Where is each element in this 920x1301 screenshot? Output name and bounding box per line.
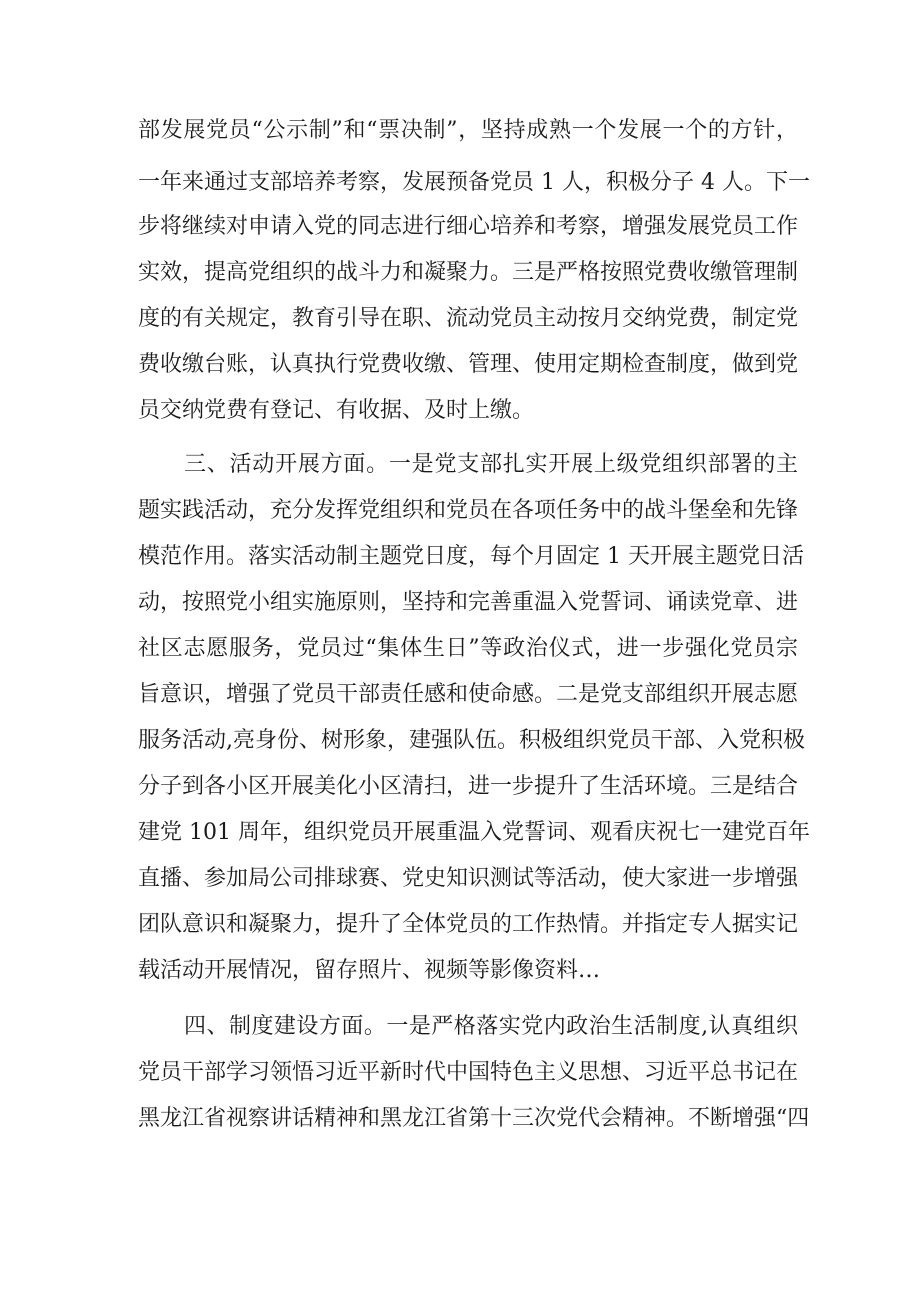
text-line: 建党 101 周年，组织党员开展重温入党誓词、观看庆祝七一建党百年 [138,820,810,845]
text-line: 旨意识，增强了党员干部责任感和使命感。二是党支部组织开展志愿 [138,682,799,707]
text-line: 党员干部学习领悟习近平新时代中国特色主义思想、习近平总书记在 [138,1060,799,1085]
section-heading-line: 三、活动开展方面。一是党支部扎实开展上级党组织部署的主 [184,452,798,477]
text-line: 直播、参加局公司排球赛、党史知识测试等活动，使大家进一步增强 [138,866,799,891]
text-line: 团队意识和凝聚力，提升了全体党员的工作热情。并指定专人据实记 [138,912,799,937]
text-line: 载活动开展情况，留存照片、视频等影像资料… [138,958,601,983]
text-line: 员交纳党费有登记、有收据、及时上缴。 [138,398,535,423]
text-line: 模范作用。落实活动制主题党日度，每个月固定 1 天开展主题党日活 [138,544,804,569]
text-line: 题实践活动，充分发挥党组织和党员在各项任务中的战斗堡垒和先锋 [138,498,799,523]
text-line: 步将继续对申请入党的同志进行细心培养和考察，增强发展党员工作 [138,214,799,239]
text-line: 黑龙江省视察讲话精神和黑龙江省第十三次党代会精神。不断增强“四 [138,1106,810,1131]
section-heading-line: 四、制度建设方面。一是严格落实党内政治生活制度,认真组织 [184,1014,798,1039]
text-line: 费收缴台账，认真执行党费收缴、管理、使用定期检查制度，做到党 [138,352,799,377]
text-line: 部发展党员“公示制”和“票决制”，坚持成熟一个发展一个的方针， [138,118,798,143]
text-line: 服务活动,亮身份、树形象，建强队伍。积极组织党员干部、入党积极 [138,728,805,753]
text-line: 动，按照党小组实施原则，坚持和完善重温入党誓词、诵读党章、进 [138,590,799,615]
text-line: 实效，提高党组织的战斗力和凝聚力。三是严格按照党费收缴管理制 [138,260,799,285]
text-line: 度的有关规定，教育引导在职、流动党员主动按月交纳党费，制定党 [138,306,799,331]
text-line: 分子到各小区开展美化小区清扫，进一步提升了生活环境。三是结合 [138,774,799,799]
text-line: 一年来通过支部培养考察，发展预备党员 1 人，积极分子 4 人。下一 [138,170,810,195]
text-line: 社区志愿服务，党员过“集体生日”等政治仪式，进一步强化党员宗 [138,636,798,661]
